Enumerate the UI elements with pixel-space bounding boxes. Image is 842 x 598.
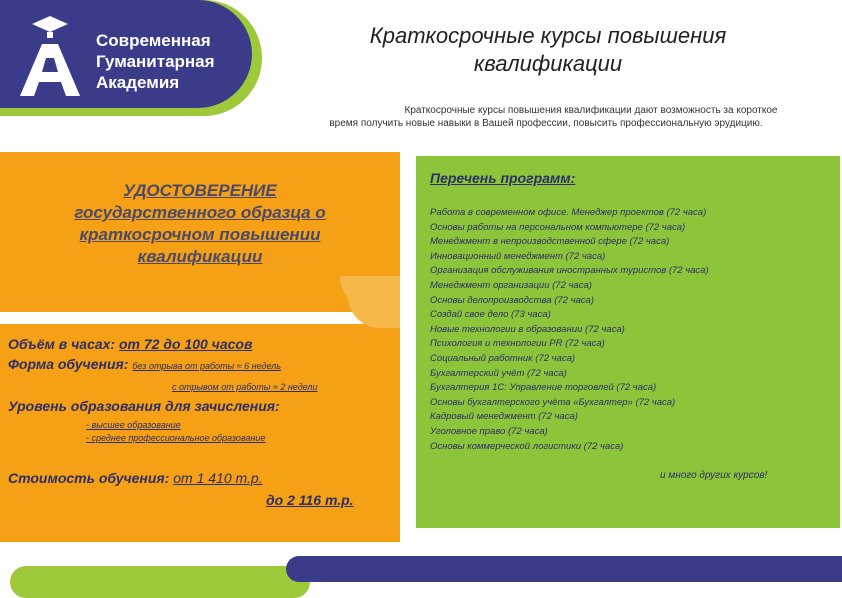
logo-panel xyxy=(0,0,252,108)
program-item: Основы бухгалтерского учёта «Бухгалтер» (72 часа) xyxy=(430,396,676,408)
program-item: Основы коммерческой логистики (72 часа) xyxy=(430,440,624,452)
program-item: Кадровый менеджмент (72 часа) xyxy=(430,411,578,423)
level-label: Уровень образования для зачисления: xyxy=(8,398,280,414)
cost-from: от 1 410 т.р. xyxy=(173,470,263,486)
title-line-1: Краткосрочные курсы повышения xyxy=(369,23,727,48)
cert-line-1: УДОСТОВЕРЕНИЕ xyxy=(123,181,277,200)
cost-to: до 2 116 т.р. xyxy=(266,492,354,508)
intro-line-1: Краткосрочные курсы повышения квалификации дают возможность за короткое xyxy=(404,105,778,116)
intro-line-2: время получить новые навыки в Вашей профессии, повысить профессиональную эрудицию. xyxy=(329,118,763,129)
program-item: Работа в современном офисе. Менеджер проектов (72 часа) xyxy=(430,207,707,218)
more-courses-note: и много других курсов! xyxy=(660,470,768,481)
programs-list xyxy=(430,206,709,454)
cert-line-4: квалификации xyxy=(137,247,263,266)
logo-frame xyxy=(0,0,262,116)
logo-line-3: Академия xyxy=(96,73,180,92)
hours-row xyxy=(8,336,252,352)
cost-row xyxy=(8,470,263,486)
cost-label: Стоимость обучения: xyxy=(8,470,170,486)
logo-line-1: Современная xyxy=(96,31,211,50)
logo-text xyxy=(96,30,215,93)
program-item: Менеджмент в непроизводственной сфере (72 часа) xyxy=(430,236,670,248)
program-item: Социальный работник (72 часа) xyxy=(430,352,576,364)
academy-logo-icon xyxy=(18,14,82,98)
form-onjob: с отрывом от работы ≈ 2 недели xyxy=(172,382,318,392)
cert-line-2: государственного образца о xyxy=(74,203,326,222)
program-item: Основы работы на персональном компьютере (72 часа) xyxy=(430,221,686,233)
cert-line-3: краткосрочном повышении xyxy=(79,225,321,244)
form-offjob: без отрыва от работы ≈ 6 недель xyxy=(132,361,281,371)
intro-text xyxy=(258,104,834,130)
form-row xyxy=(8,356,281,372)
program-item: Бухгалтерия 1С: Управление торговлей (72 часа) xyxy=(430,382,657,394)
hours-value: от 72 до 100 часов xyxy=(118,336,253,352)
title-line-2: квалификации xyxy=(473,51,623,76)
program-item: Инновационный менеджмент (72 часа) xyxy=(430,250,606,262)
programs-title: Перечень программ: xyxy=(430,170,576,186)
footer-bar-navy xyxy=(286,556,842,582)
footer-bar-green xyxy=(10,566,310,598)
form-label: Форма обучения: xyxy=(8,356,129,372)
program-item: Уголовное право (72 часа) xyxy=(430,425,548,437)
cost-to-row xyxy=(266,492,354,508)
program-item: Менеджмент организации (72 часа) xyxy=(430,279,592,291)
level-secondary: - среднее профессиональное образование xyxy=(86,433,266,443)
program-item: Организация обслуживания иностранных туристов (72 часа) xyxy=(430,265,709,277)
certificate-heading xyxy=(30,180,370,268)
program-item: Создай свое дело (73 часа) xyxy=(430,309,551,321)
program-item: Бухгалтерский учёт (72 часа) xyxy=(430,367,567,379)
page-title xyxy=(288,22,808,78)
program-item: Основы делопроизводства (72 часа) xyxy=(430,294,594,306)
level-higher: - высшее образование xyxy=(86,420,181,430)
program-item: Психология и технологии PR (72 часа) xyxy=(430,338,605,350)
logo-line-2: Гуманитарная xyxy=(96,52,215,71)
program-item: Новые технологии в образовании (72 часа) xyxy=(430,323,625,335)
hours-label: Объём в часах: xyxy=(8,336,116,352)
